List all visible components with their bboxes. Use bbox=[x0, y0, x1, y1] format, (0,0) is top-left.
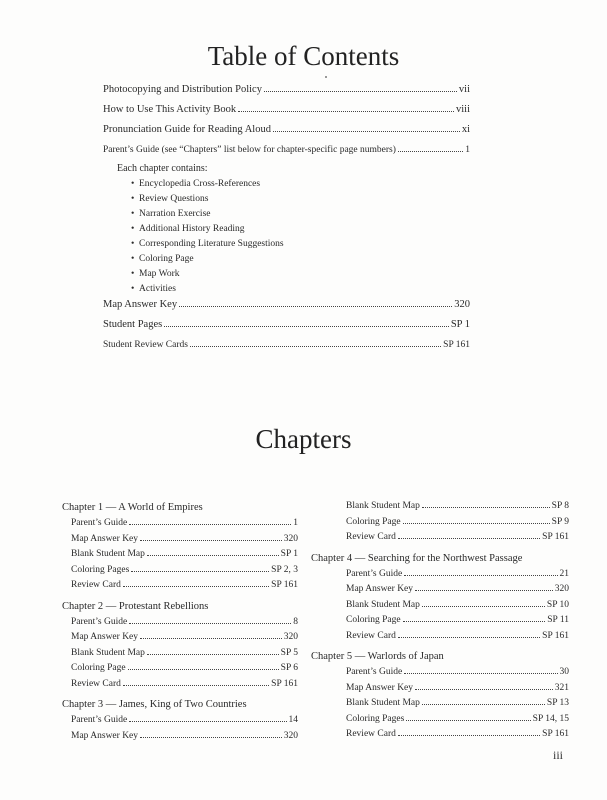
chapter-contents-item bbox=[131, 222, 470, 237]
chapter-item-label: Map Answer Key bbox=[71, 533, 139, 544]
bullet-icon: • bbox=[131, 194, 135, 204]
chapter-item-label: Map Answer Key bbox=[346, 682, 414, 693]
chapter-item-label: Blank Student Map bbox=[346, 599, 420, 610]
chapter-item-page: SP 14, 15 bbox=[532, 713, 569, 724]
bullet-icon: • bbox=[131, 179, 135, 189]
dot-leader bbox=[273, 124, 460, 132]
chapter-item-label: Parent’s Guide bbox=[71, 616, 128, 627]
chapter-title: Chapter 1 — A World of Empires bbox=[62, 502, 203, 513]
chapter-item-page: SP 2, 3 bbox=[271, 564, 298, 575]
toc-entry-page: viii bbox=[455, 104, 470, 116]
page-number: iii bbox=[552, 748, 563, 762]
toc-entry-page: vii bbox=[458, 84, 470, 96]
bullet-icon: • bbox=[131, 284, 135, 294]
chapter-contents-label: Activities bbox=[139, 284, 176, 294]
dot-leader bbox=[398, 144, 463, 152]
dot-leader bbox=[406, 713, 530, 721]
bullet-icon: • bbox=[131, 224, 135, 234]
chapter-item bbox=[346, 582, 569, 598]
chapter-item bbox=[71, 713, 298, 729]
bullet-icon: • bbox=[131, 239, 135, 249]
toc-list bbox=[103, 84, 470, 359]
toc-entry-page: 1 bbox=[465, 144, 470, 155]
chapter-item bbox=[71, 630, 298, 646]
dot-leader bbox=[403, 614, 546, 622]
chapter-contents-label: Coloring Page bbox=[139, 254, 194, 264]
chapter-contents-label: Additional History Reading bbox=[139, 224, 245, 234]
chapter-item-label: Parent’s Guide bbox=[346, 568, 403, 579]
dot-leader bbox=[147, 647, 279, 655]
chapter-item bbox=[71, 516, 298, 532]
chapter-item bbox=[346, 515, 569, 531]
chapter-continuation bbox=[311, 499, 569, 546]
dot-leader bbox=[190, 339, 441, 347]
dot-leader bbox=[404, 568, 557, 576]
toc-entry bbox=[103, 299, 470, 319]
dot-leader bbox=[264, 84, 457, 92]
dot-leader bbox=[123, 678, 269, 686]
chapter-item-label: Parent’s Guide bbox=[346, 667, 403, 677]
toc-entry-page: xi bbox=[461, 124, 470, 136]
dot-leader bbox=[398, 630, 540, 638]
chapter-item-page: SP 1 bbox=[280, 549, 298, 559]
chapter-contents-item bbox=[131, 192, 470, 207]
dot-leader bbox=[129, 616, 291, 624]
toc-entry bbox=[103, 84, 470, 104]
toc-entry-label: Parent’s Guide (see “Chapters” list below for chapter-specific page numbers) bbox=[103, 144, 396, 155]
dot-leader bbox=[398, 728, 540, 736]
dot-leader bbox=[398, 531, 540, 539]
chapter-item-page: 321 bbox=[554, 682, 569, 693]
chapter-item-page: SP 5 bbox=[280, 647, 298, 658]
chapter-item-label: Map Answer Key bbox=[71, 730, 139, 741]
dot-leader bbox=[404, 666, 557, 674]
chapter-item bbox=[346, 696, 569, 712]
dot-leader bbox=[415, 583, 553, 591]
chapter-item-page: SP 11 bbox=[547, 615, 569, 625]
toc-entry-label: Photocopying and Distribution Policy bbox=[103, 84, 262, 96]
chapter-item bbox=[346, 727, 569, 743]
chapters-title: Chapters bbox=[255, 424, 352, 454]
chapter-contents-label: Review Questions bbox=[139, 194, 209, 204]
chapter-contents-item bbox=[131, 207, 470, 222]
toc-title: Table of Contents bbox=[207, 41, 400, 71]
chapter-item bbox=[346, 530, 569, 546]
chapter-item-label: Coloring Page bbox=[346, 615, 401, 625]
chapter-item-label: Coloring Pages bbox=[71, 564, 130, 575]
toc-entry-page: 320 bbox=[454, 299, 470, 311]
chapter-item-label: Coloring Page bbox=[71, 663, 126, 673]
chapter-item-page: 320 bbox=[283, 533, 298, 544]
chapter-item-page: SP 161 bbox=[542, 532, 569, 542]
chapter-contents-item bbox=[131, 252, 470, 267]
chapter-item bbox=[71, 547, 298, 563]
chapters-right-column bbox=[311, 499, 569, 747]
chapter-item-label: Blank Student Map bbox=[346, 501, 420, 511]
chapter-item-page: 30 bbox=[559, 667, 569, 677]
chapter-item-label: Review Card bbox=[346, 532, 396, 542]
chapter-contents-item bbox=[131, 237, 470, 252]
chapter-item-label: Parent’s Guide bbox=[71, 518, 128, 528]
chapter-item bbox=[346, 629, 569, 645]
bullet-icon: • bbox=[131, 254, 135, 264]
chapter-item-label: Review Card bbox=[71, 678, 121, 689]
each-chapter-label: Each chapter contains: bbox=[117, 163, 208, 174]
bullet-icon: • bbox=[131, 209, 135, 219]
toc-entry bbox=[103, 319, 470, 339]
chapter-contents-label: Corresponding Literature Suggestions bbox=[139, 239, 284, 249]
chapter-contents-item bbox=[131, 177, 470, 192]
chapter-item-label: Parent’s Guide bbox=[71, 715, 128, 725]
chapter-block bbox=[62, 696, 298, 744]
chapter-item-label: Map Answer Key bbox=[71, 632, 139, 642]
chapter-item-label: Review Card bbox=[346, 630, 396, 641]
dot-leader bbox=[179, 299, 452, 307]
chapter-contents-item bbox=[131, 282, 470, 297]
chapter-item-label: Coloring Page bbox=[346, 516, 401, 527]
chapter-item bbox=[71, 578, 298, 594]
chapter-block bbox=[311, 648, 569, 743]
chapter-item bbox=[346, 681, 569, 697]
dot-leader bbox=[422, 599, 545, 607]
toc-entry bbox=[103, 144, 470, 161]
chapter-item bbox=[346, 598, 569, 614]
chapter-item-page: SP 161 bbox=[542, 729, 569, 739]
dot-leader bbox=[147, 548, 279, 556]
chapter-item-page: SP 161 bbox=[542, 630, 569, 641]
chapter-item-page: SP 10 bbox=[546, 599, 569, 610]
chapter-item bbox=[71, 532, 298, 548]
chapter-item-page: 21 bbox=[559, 568, 569, 579]
chapter-block bbox=[62, 598, 298, 693]
chapter-contents-label: Narration Exercise bbox=[139, 209, 211, 219]
toc-entry-label: Student Review Cards bbox=[103, 339, 188, 350]
chapter-item-page: SP 9 bbox=[551, 516, 569, 527]
chapter-contents-label: Map Work bbox=[139, 269, 180, 279]
chapter-item-label: Blank Student Map bbox=[346, 698, 420, 708]
toc-entry bbox=[103, 339, 470, 359]
chapter-item bbox=[346, 665, 569, 681]
dot-leader bbox=[403, 516, 550, 524]
toc-entry-label: Student Pages bbox=[103, 319, 163, 331]
dot-leader bbox=[128, 662, 279, 670]
toc-entry-page: SP 1 bbox=[450, 319, 470, 331]
toc-entry-page: SP 161 bbox=[443, 339, 470, 350]
dot-leader bbox=[129, 517, 291, 525]
dot-leader bbox=[238, 104, 454, 112]
dot-leader bbox=[422, 697, 545, 705]
chapter-title: Chapter 5 — Warlords of Japan bbox=[311, 651, 444, 662]
chapter-item bbox=[71, 563, 298, 579]
chapter-item bbox=[346, 712, 569, 728]
dot-leader bbox=[123, 579, 269, 587]
chapter-item-page: 320 bbox=[283, 730, 298, 741]
chapter-contents-label: Encyclopedia Cross-References bbox=[139, 179, 261, 189]
toc-entry-label: How to Use This Activity Book bbox=[103, 104, 237, 116]
chapter-item-label: Map Answer Key bbox=[346, 584, 414, 594]
dot-leader bbox=[140, 730, 282, 738]
chapter-block bbox=[62, 499, 298, 594]
chapter-item-page: SP 161 bbox=[271, 678, 298, 689]
dot-leader bbox=[131, 564, 269, 572]
chapter-item-page: SP 6 bbox=[280, 663, 298, 673]
chapters-left-column bbox=[62, 499, 298, 748]
toc-entry-label: Pronunciation Guide for Reading Aloud bbox=[103, 124, 271, 136]
chapter-title: Chapter 4 — Searching for the Northwest Passage bbox=[311, 552, 523, 564]
chapter-item-page: SP 161 bbox=[271, 580, 298, 590]
chapter-item bbox=[346, 613, 569, 629]
chapter-item bbox=[71, 677, 298, 693]
chapter-item bbox=[71, 661, 298, 677]
chapter-contents-list bbox=[103, 177, 470, 299]
chapter-title: Chapter 3 — James, King of Two Countries bbox=[62, 699, 247, 710]
chapter-item-page: 320 bbox=[283, 632, 298, 642]
chapter-item-page: SP 8 bbox=[551, 501, 569, 511]
chapter-item-page: 320 bbox=[554, 584, 569, 594]
chapter-item-label: Review Card bbox=[346, 729, 396, 739]
chapter-item-page: 8 bbox=[293, 616, 298, 627]
chapter-item-label: Review Card bbox=[71, 580, 121, 590]
chapter-block bbox=[311, 550, 569, 645]
chapter-item bbox=[71, 615, 298, 631]
chapter-item bbox=[346, 499, 569, 515]
chapter-item-label: Coloring Pages bbox=[346, 713, 405, 724]
chapter-item bbox=[346, 567, 569, 583]
dot-leader bbox=[140, 631, 282, 639]
toc-entry bbox=[103, 104, 470, 124]
chapter-item-page: SP 13 bbox=[546, 698, 569, 708]
dot-leader bbox=[415, 682, 553, 690]
dot-leader bbox=[422, 500, 550, 508]
chapter-title: Chapter 2 — Protestant Rebellions bbox=[62, 600, 209, 612]
chapter-item bbox=[71, 729, 298, 745]
chapter-item-label: Blank Student Map bbox=[71, 647, 145, 658]
chapter-item bbox=[71, 646, 298, 662]
bullet-icon: • bbox=[131, 269, 135, 279]
paper-speck bbox=[325, 76, 327, 78]
chapter-item-label: Blank Student Map bbox=[71, 549, 145, 559]
dot-leader bbox=[164, 319, 449, 327]
chapter-item-page: 14 bbox=[288, 715, 298, 725]
toc-entry bbox=[103, 124, 470, 144]
dot-leader bbox=[140, 533, 282, 541]
chapter-item-page: 1 bbox=[293, 518, 298, 528]
dot-leader bbox=[129, 714, 286, 722]
chapter-contents-item bbox=[131, 267, 470, 282]
toc-entry-label: Map Answer Key bbox=[103, 299, 178, 311]
